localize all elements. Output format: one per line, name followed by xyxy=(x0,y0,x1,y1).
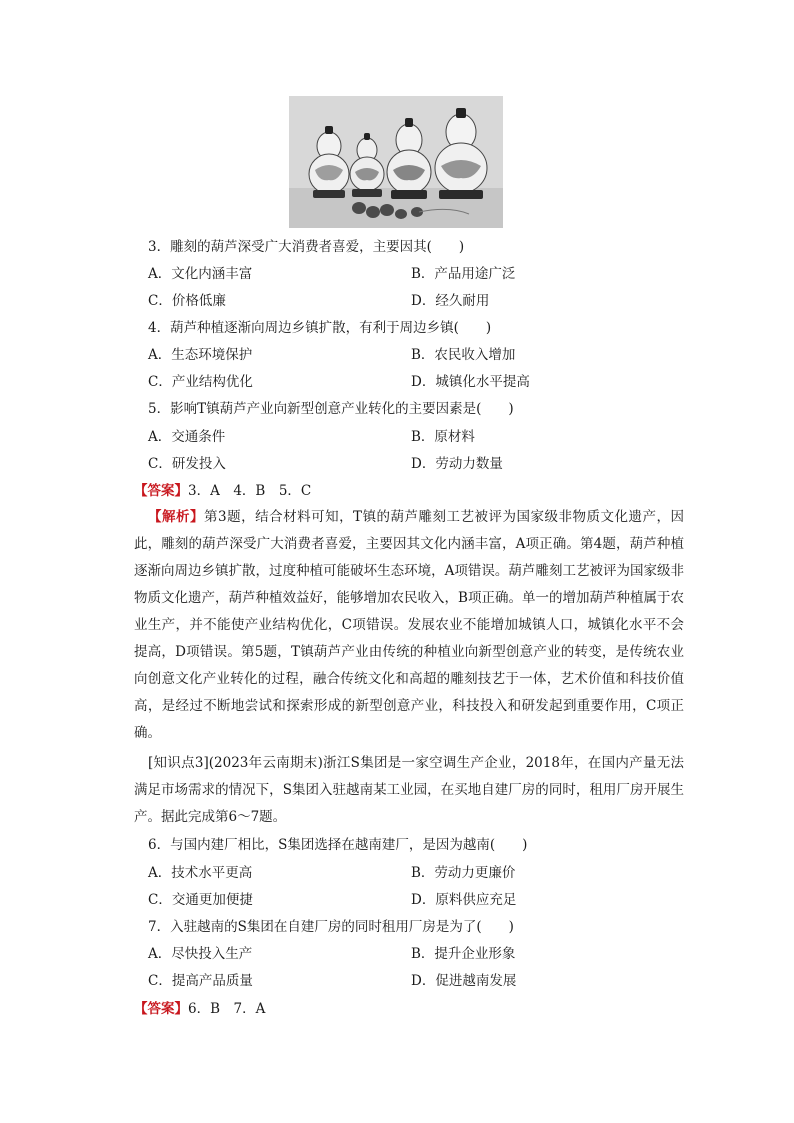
question-4-option-a: A．生态环境保护 xyxy=(148,347,253,363)
analysis-text: 第3题，结合材料可知，T镇的葫芦雕刻工艺被评为国家级非物质文化遗产，因此，雕刻的葫芦深受广大消费者喜爱，主要因其文化内涵丰富，A项正确。第4题，葫芦种植逐渐向周边乡镇扩散，过度种植可能破坏生态环境，A项错误。葫芦雕刻工艺被评为国家级非物质文化遗产，葫芦种植效益好，能够增加农民收入，B项正确。单一的增加葫芦种植属于农业生产，并不能使产业结构优化，C项错误。发展农业不能增加城镇人口，城镇化水平不会提高，D项错误。第5题，T镇葫芦产业由传统的种植业向新型创意产业的转变，是传统农业向创意文化产业转化的过程，融合传统文化和高超的雕刻技艺于一体，艺术价值和科技价值高，是经过不断地尝试和探索形成的新型创意产业，科技投入和研发起到重要作用，C项正确。 xyxy=(134,509,685,741)
question-7-option-c: C．提高产品质量 xyxy=(148,973,253,989)
question-3-option-d: D．经久耐用 xyxy=(411,293,490,309)
carved-gourds-image xyxy=(289,96,503,228)
question-7-option-b: B．提升企业形象 xyxy=(411,946,516,962)
analysis-paragraph xyxy=(134,504,684,747)
question-3-option-a: A．文化内涵丰富 xyxy=(148,266,253,282)
question-3-option-b: B．产品用途广泛 xyxy=(411,266,516,282)
answer-text: 3．A 4．B 5．C xyxy=(188,483,312,499)
question-5-stem: 5．影响T镇葫芦产业向新型创意产业转化的主要因素是( ) xyxy=(148,401,514,417)
question-4-option-b: B．农民收入增加 xyxy=(411,347,516,363)
analysis-tag: 【解析】 xyxy=(148,509,204,525)
answer-text-2: 6．B 7．A xyxy=(188,1001,266,1017)
answer-block-1 xyxy=(134,482,311,500)
question-3-stem: 3．雕刻的葫芦深受广大消费者喜爱，主要因其( ) xyxy=(148,239,465,255)
question-5-option-c: C．研发投入 xyxy=(148,456,226,472)
question-7-option-a: A．尽快投入生产 xyxy=(148,946,253,962)
gourd-photo xyxy=(289,96,503,228)
question-4-option-c: C．产业结构优化 xyxy=(148,374,253,390)
question-6-option-c: C．交通更加便捷 xyxy=(148,892,253,908)
question-3-option-c: C．价格低廉 xyxy=(148,293,226,309)
question-7-option-d: D．促进越南发展 xyxy=(411,973,517,989)
answer-tag: 【答案】 xyxy=(134,483,188,499)
question-6-option-a: A．技术水平更高 xyxy=(148,865,253,881)
question-4-option-d: D．城镇化水平提高 xyxy=(411,374,530,390)
question-7-stem: 7．入驻越南的S集团在自建厂房的同时租用厂房是为了( ) xyxy=(148,919,514,935)
question-5-option-b: B．原材料 xyxy=(411,429,475,445)
knowledge-point-intro: [知识点3](2023年云南期末)浙江S集团是一家空调生产企业，2018年，在国内产量无法满足市场需求的情况下，S集团入驻越南某工业园，在买地自建厂房的同时，租用厂房开展生产。据此完成第6～7题。 xyxy=(134,755,684,825)
answer-tag-2: 【答案】 xyxy=(134,1001,188,1017)
question-4-stem: 4．葫芦种植逐渐向周边乡镇扩散，有利于周边乡镇( ) xyxy=(148,320,492,336)
question-6-stem: 6．与国内建厂相比，S集团选择在越南建厂，是因为越南( ) xyxy=(148,837,528,853)
answer-block-2 xyxy=(134,1000,265,1018)
question-5-option-a: A．交通条件 xyxy=(148,429,226,445)
question-6-option-d: D．原料供应充足 xyxy=(411,892,517,908)
question-5-option-d: D．劳动力数量 xyxy=(411,456,503,472)
question-6-option-b: B．劳动力更廉价 xyxy=(411,865,516,881)
